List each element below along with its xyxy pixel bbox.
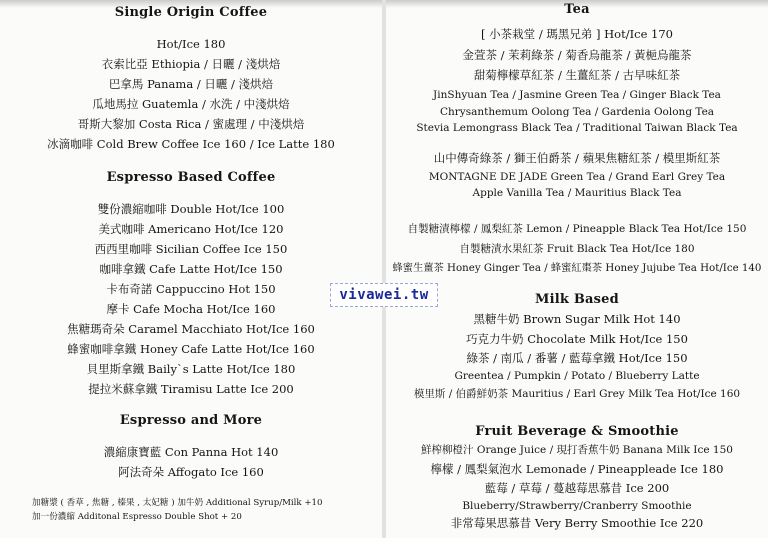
- menu-line: 摩卡 Cafe Mocha Hot/Ice 160: [106, 302, 276, 316]
- menu-line: MONTAGNE DE JADE Green Tea / Grand Earl Grey Tea: [428, 171, 726, 183]
- menu-line: Stevia Lemongrass Black Tea / Traditional Taiwan Black Tea: [416, 122, 738, 134]
- menu-line: 自製糖漬檸檬 / 鳳梨紅茶 Lemon / Pineapple Black Tea Hot/Ice 150: [407, 223, 747, 235]
- left-menu-column: [0, 0, 382, 538]
- menu-line: 卡布奇諾 Cappuccino Hot 150: [106, 282, 276, 296]
- menu-line: 提拉米蘇拿鐵 Tiramisu Latte Ice 200: [88, 382, 294, 396]
- menu-line: 黑糖牛奶 Brown Sugar Milk Hot 140: [473, 312, 681, 326]
- addon-note: 加糖漿 ( 香草 , 焦糖 , 榛果 , 太妃糖 ) 加牛奶 Additional Syrup/Milk +10: [32, 498, 323, 508]
- watermark-badge: vivawei.tw: [330, 283, 438, 307]
- menu-line: 阿法奇朵 Affogato Ice 160: [118, 465, 264, 479]
- menu-line: 藍莓 / 草莓 / 蔓越莓思慕昔 Ice 200: [484, 481, 670, 495]
- menu-line: 貝里斯拿鐵 Baily`s Latte Hot/Ice 180: [86, 362, 296, 376]
- menu-line: 模里斯 / 伯爵鮮奶茶 Mauritius / Earl Grey Milk Tea Hot/Ice 160: [413, 388, 741, 400]
- section-title-fruit: Fruit Beverage & Smoothie: [475, 424, 679, 439]
- menu-line: 西西里咖啡 Sicilian Coffee Ice 150: [94, 242, 288, 256]
- menu-line: 濃縮康寶藍 Con Panna Hot 140: [103, 445, 279, 459]
- menu-line: 蜂蜜生薑茶 Honey Ginger Tea / 蜂蜜紅棗茶 Honey Jujube Tea Hot/Ice 140: [392, 262, 762, 274]
- menu-line: 冰滴咖啡 Cold Brew Coffee Ice 160 / Ice Latte 180: [47, 137, 335, 151]
- section-title-espresso-more: Espresso and More: [119, 413, 263, 428]
- menu-line: 衣索比亞 Ethiopia / 日曬 / 淺烘焙: [101, 57, 281, 71]
- section-title-milk: Milk Based: [535, 292, 619, 307]
- menu-line: 自製糖漬水果紅茶 Fruit Black Tea Hot/Ice 180: [459, 243, 695, 255]
- right-menu-column: [386, 0, 768, 538]
- menu-line: 巧克力牛奶 Chocolate Milk Hot/Ice 150: [466, 332, 688, 346]
- menu-line: 巴拿馬 Panama / 日曬 / 淺烘焙: [108, 77, 274, 91]
- menu-line: 檸檬 / 鳳梨氣泡水 Lemonade / Pineappleade Ice 180: [430, 462, 724, 476]
- addon-note: 加一份濃縮 Additonal Espresso Double Shot + 20: [32, 512, 242, 522]
- menu-line: 蜂蜜咖啡拿鐵 Honey Cafe Latte Hot/Ice 160: [67, 342, 315, 356]
- menu-line: 綠茶 / 南瓜 / 番薯 / 藍莓拿鐵 Hot/Ice 150: [466, 351, 688, 365]
- menu-line: 甜菊檸檬草紅茶 / 生薑紅茶 / 古早味紅茶: [473, 68, 681, 82]
- menu-line: [ 小茶栽堂 / 瑪黑兄弟 ] Hot/Ice 170: [481, 27, 673, 41]
- menu-line: 山中傳奇綠茶 / 獅王伯爵茶 / 蘋果焦糖紅茶 / 模里斯紅茶: [433, 151, 721, 165]
- menu-line: 雙份濃縮咖啡 Double Hot/Ice 100: [97, 202, 285, 216]
- menu-line: 焦糖瑪奇朵 Caramel Macchiato Hot/Ice 160: [67, 322, 315, 336]
- section-title-single-origin: Single Origin Coffee: [114, 5, 268, 20]
- menu-line: Greentea / Pumpkin / Potato / Blueberry Latte: [454, 370, 700, 382]
- menu-line: 哥斯大黎加 Costa Rica / 蜜處理 / 中淺烘焙: [77, 117, 305, 131]
- menu-line: Blueberry/Strawberry/Cranberry Smoothie: [462, 500, 692, 512]
- section-title-espresso-based: Espresso Based Coffee: [106, 170, 276, 185]
- menu-line: Hot/Ice 180: [156, 37, 226, 51]
- menu-line: 鮮榨柳橙汁 Orange Juice / 現打香蕉牛奶 Banana Milk Ice 150: [421, 444, 733, 456]
- menu-line: 非常莓果思慕昔 Very Berry Smoothie Ice 220: [450, 516, 704, 530]
- menu-line: Chrysanthemum Oolong Tea / Gardenia Oolong Tea: [439, 106, 715, 118]
- menu-line: Apple Vanilla Tea / Mauritius Black Tea: [472, 187, 682, 199]
- menu-line: 咖啡拿鐵 Cafe Latte Hot/Ice 150: [99, 262, 283, 276]
- menu-line: 美式咖啡 Americano Hot/Ice 120: [98, 222, 284, 236]
- menu-line: 瓜地馬拉 Guatemla / 水洗 / 中淺烘焙: [92, 97, 290, 111]
- section-title-tea: Tea: [564, 2, 590, 17]
- menu-line: 金萱茶 / 茉莉綠茶 / 菊香烏龍茶 / 黃梔烏龍茶: [462, 48, 692, 62]
- menu-line: JinShyuan Tea / Jasmine Green Tea / Ginger Black Tea: [433, 89, 721, 101]
